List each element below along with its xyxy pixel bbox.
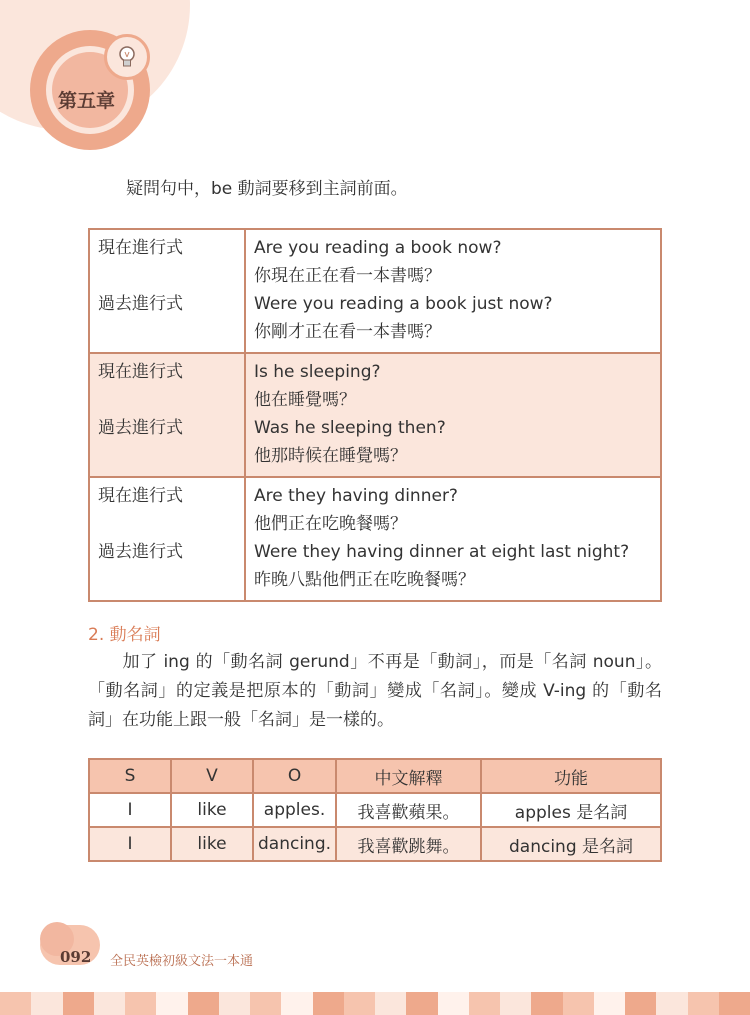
example-line: Were they having dinner at eight last night? xyxy=(254,542,630,562)
section-paragraph xyxy=(88,648,662,735)
example-line: 他在睡覺嗎？ xyxy=(254,390,356,410)
intro-text: 疑問句中，be 動詞要移到主詞前面。 xyxy=(126,179,408,199)
tense-label: 過去進行式 xyxy=(98,418,183,438)
tense-cell xyxy=(89,477,245,601)
table-row xyxy=(89,793,661,827)
column-header: O xyxy=(253,759,336,793)
table-row xyxy=(89,827,661,861)
example-line: 昨晚八點他們正在吃晚餐嗎？ xyxy=(254,570,475,590)
table-cell: 我喜歡蘋果。 xyxy=(336,793,481,827)
table-cell: I xyxy=(89,827,171,861)
example-line: 他們正在吃晚餐嗎？ xyxy=(254,514,407,534)
table-cell: I xyxy=(89,793,171,827)
tense-label: 過去進行式 xyxy=(98,294,183,314)
tense-cell xyxy=(89,353,245,477)
column-header: 中文解釋 xyxy=(336,759,481,793)
example-line: 你現在正在看一本書嗎？ xyxy=(254,266,441,286)
example-cell xyxy=(245,353,661,477)
tense-label: 現在進行式 xyxy=(98,362,183,382)
example-line: 他那時候在睡覺嗎？ xyxy=(254,446,407,466)
table-row xyxy=(89,229,661,353)
book-title: 全民英檢初級文法一本通 xyxy=(110,954,254,969)
column-header: V xyxy=(171,759,253,793)
tense-label: 現在進行式 xyxy=(98,486,183,506)
page-number: 092 xyxy=(60,948,92,966)
table-cell: like xyxy=(171,793,253,827)
example-cell xyxy=(245,229,661,353)
question-table xyxy=(88,228,662,602)
example-cell xyxy=(245,477,661,601)
chapter-label: 第五章 xyxy=(58,90,116,112)
tense-label: 過去進行式 xyxy=(98,542,183,562)
table-cell: like xyxy=(171,827,253,861)
table-row xyxy=(89,353,661,477)
table-cell: dancing 是名詞 xyxy=(481,827,661,861)
example-line: Was he sleeping then? xyxy=(254,418,446,438)
table-cell: 我喜歡跳舞。 xyxy=(336,827,481,861)
table-cell: dancing. xyxy=(253,827,336,861)
column-header: S xyxy=(89,759,171,793)
table-header-row xyxy=(89,759,661,793)
paragraph-text: 加了 ing 的「動名詞 gerund」不再是「動詞」，而是「名詞 noun」。「動名詞」的定義是把原本的「動詞」變成「名詞」。變成 V-ing 的「動名詞」在功能上跟一般「名詞」是一樣的。 xyxy=(88,652,662,730)
example-line: Are they having dinner? xyxy=(254,486,458,506)
example-line: Were you reading a book just now? xyxy=(254,294,553,314)
table-cell: apples 是名詞 xyxy=(481,793,661,827)
footer-stripes xyxy=(0,992,750,1015)
example-line: 你剛才正在看一本書嗎？ xyxy=(254,322,441,342)
tense-label: 現在進行式 xyxy=(98,238,183,258)
table-row xyxy=(89,477,661,601)
example-line: Are you reading a book now? xyxy=(254,238,502,258)
gerund-table xyxy=(88,758,662,862)
lightbulb-icon xyxy=(104,34,150,80)
section-title: 2. 動名詞 xyxy=(88,625,161,645)
example-line: Is he sleeping? xyxy=(254,362,381,382)
column-header: 功能 xyxy=(481,759,661,793)
table-cell: apples. xyxy=(253,793,336,827)
tense-cell xyxy=(89,229,245,353)
